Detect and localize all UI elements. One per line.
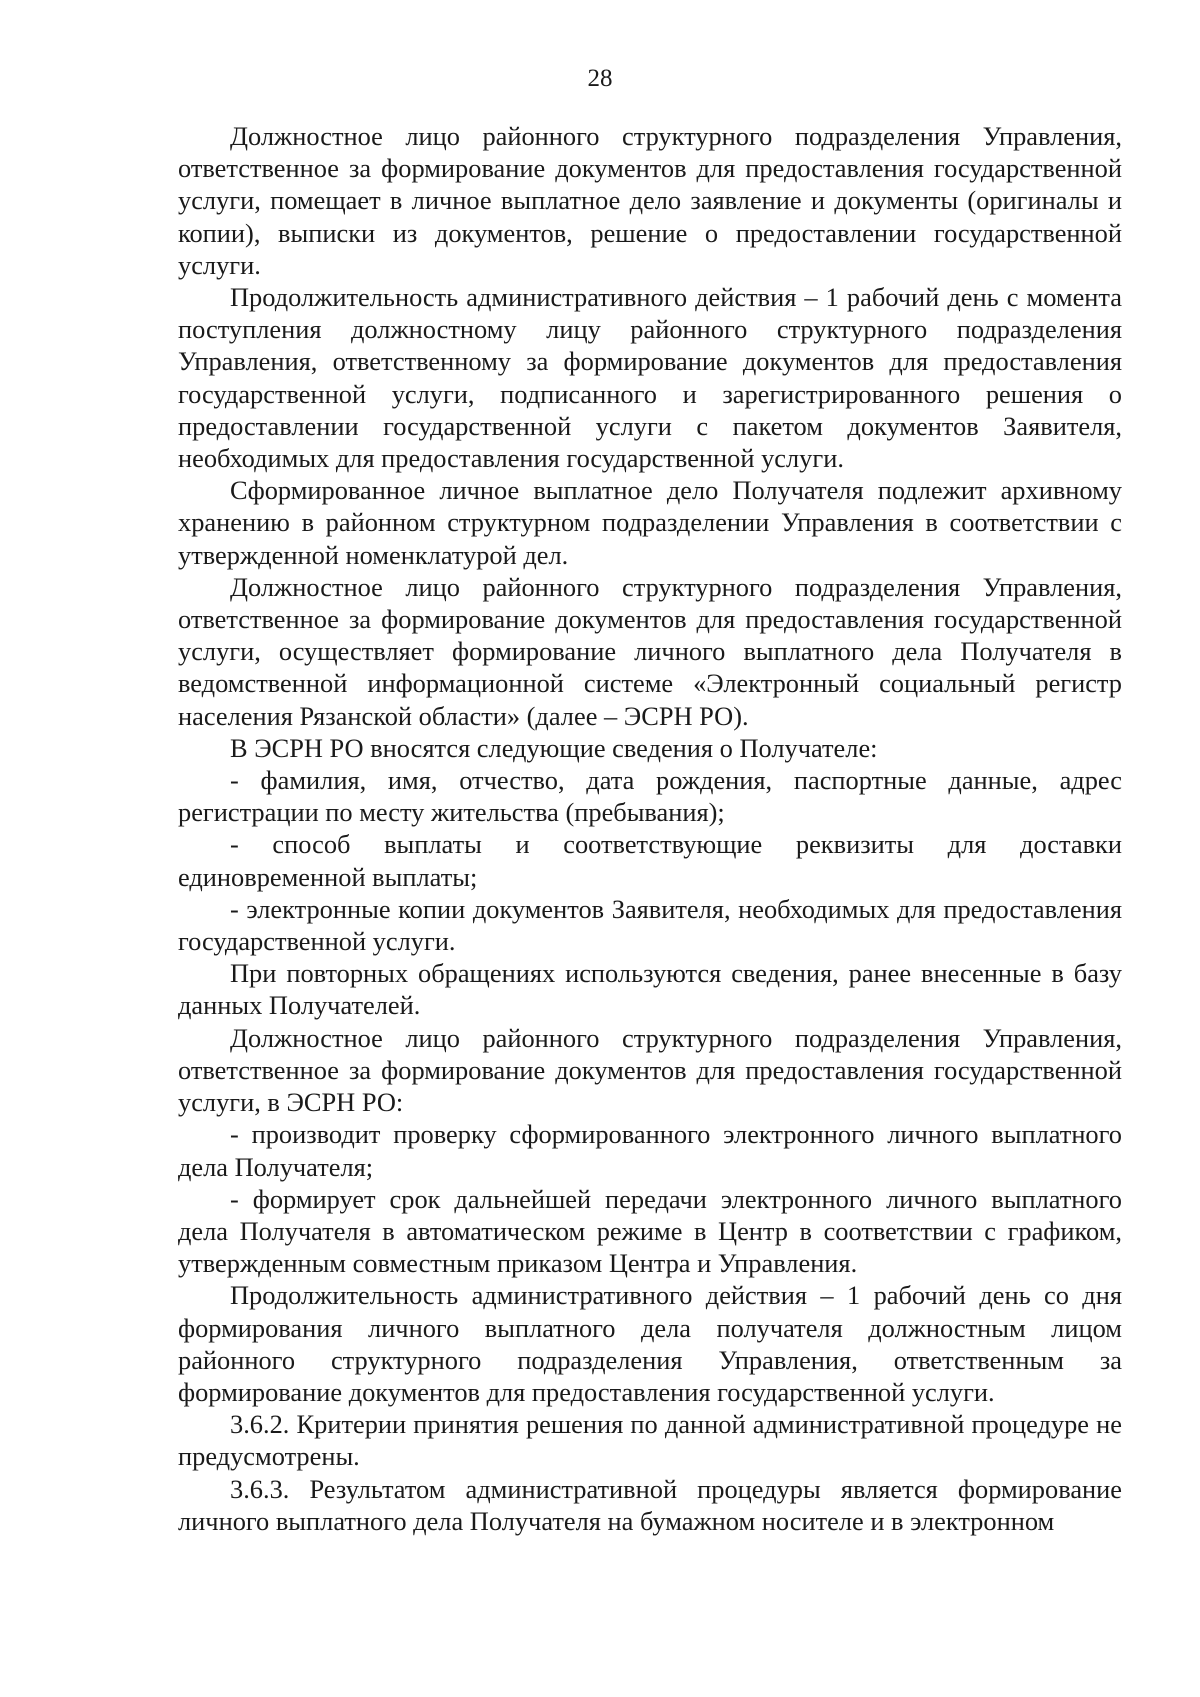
paragraph: В ЭСРН РО вносятся следующие сведения о Получателе:: [230, 732, 878, 763]
document-body: [178, 120, 1122, 1537]
section-paragraph: 3.6.2. Критерии принятия решения по данной административной процедуре не предусмотрены.: [178, 1409, 1122, 1472]
page-number: 28: [587, 65, 613, 92]
paragraph: Сформированное личное выплатное дело Получателя подлежит архивному хранению в районном структурном подразделении Управления в соответствии с утвержденной номенклатурой дел.: [178, 475, 1122, 570]
list-item: - электронные копии документов Заявителя, необходимых для предоставления государственной услуги.: [178, 893, 1122, 957]
paragraph: Должностное лицо районного структурного подразделения Управления, ответственное за формирование документов для предоставления государственной услуги, в ЭСРН РО:: [178, 1022, 1122, 1118]
paragraph: Должностное лицо районного структурного подразделения Управления, ответственное за формирование документов для предоставления государственной услуги, осуществляет формирование личного выплатного дела Получателя в ведомственной информационной системе «Электронный социальный регистр населения Рязанской области» (далее – ЭСРН РО).: [178, 571, 1122, 731]
paragraph: Продолжительность административного действия – 1 рабочий день с момента поступления должностному лицу районного структурного подразделения Управления, ответственному за формирование документов для предоставления государственной услуги, подписанного и зарегистрированного решения о предоставлении государственной услуги с пакетом документов Заявителя, необходимых для предоставления государственной услуги.: [178, 282, 1122, 474]
paragraph: Должностное лицо районного структурного подразделения Управления, ответственное за формирование документов для предоставления государственной услуги, помещает в личное выплатное дело заявление и документы (оригиналы и копии), выписки из документов, решение о предоставлении государственной услуги.: [178, 121, 1122, 280]
paragraph: Продолжительность административного действия – 1 рабочий день со дня формирования личного выплатного дела получателя должностным лицом районного структурного подразделения Управления, ответственным за формирование документов для предоставления государственной услуги.: [178, 1280, 1122, 1407]
list-item: - производит проверку сформированного электронного личного выплатного дела Получателя;: [178, 1119, 1122, 1182]
list-item: - фамилия, имя, отчество, дата рождения, паспортные данные, адрес регистрации по месту жительства (пребывания);: [178, 765, 1122, 828]
paragraph: При повторных обращениях используются сведения, ранее внесенные в базу данных Получателей.: [178, 958, 1122, 1021]
section-paragraph: 3.6.3. Результатом административной процедуры является формирование личного выплатного дела Получателя на бумажном носителе и в электронном: [178, 1473, 1122, 1536]
list-item: - способ выплаты и соответствующие реквизиты для доставки единовременной выплаты;: [178, 829, 1122, 892]
list-item: - формирует срок дальнейшей передачи электронного личного выплатного дела Получателя в автоматическом режиме в Центр в соответствии с графиком, утвержденным совместным приказом Центра и Управления.: [178, 1183, 1122, 1279]
